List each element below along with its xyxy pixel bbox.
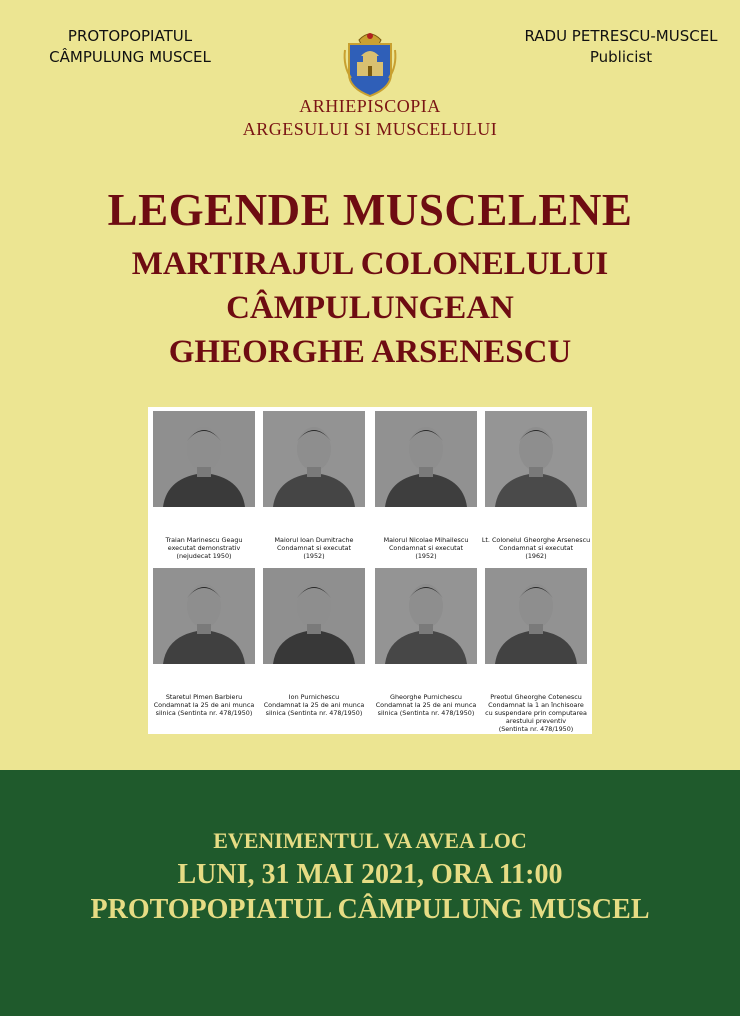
poster-title: LEGENDE MUSCELENE bbox=[107, 185, 633, 235]
archdiocese-name-line1: ARHIEPISCOPIA bbox=[299, 96, 441, 116]
poster-subtitle-line3: GHEORGHE ARSENESCU bbox=[168, 334, 572, 370]
portrait-caption bbox=[148, 536, 260, 560]
portrait-caption-line: Maiorul Nicolae Mihailescu bbox=[383, 536, 469, 544]
portrait-caption-line: Preotul Gheorghe Cotenescu bbox=[490, 693, 582, 701]
portrait-caption-line: Staretul Pimen Barbieru bbox=[165, 693, 243, 701]
portrait-caption-line: cu suspendare prin computarea bbox=[485, 709, 587, 717]
portrait-caption-line: Traian Marinescu Geagu bbox=[165, 536, 243, 544]
portrait-caption-line: Condamnat si executat bbox=[388, 544, 464, 552]
portrait-caption bbox=[480, 693, 592, 733]
portrait-caption-line: (1952) bbox=[415, 552, 437, 560]
portrait-caption-line: silnica (Sentinta nr. 478/1950) bbox=[377, 709, 475, 717]
poster-subtitle-line1: MARTIRAJUL COLONELULUI bbox=[131, 246, 609, 282]
portrait-caption bbox=[258, 693, 370, 717]
organizer-left-line1: PROTOPOPIATUL bbox=[67, 27, 193, 45]
portrait-caption-line: (Sentinta nr. 478/1950) bbox=[498, 725, 574, 733]
portrait-gallery bbox=[148, 407, 592, 734]
portrait-caption-line: Condamnat la 1 an închisoare bbox=[488, 701, 584, 709]
event-date-time: LUNI, 31 MAI 2021, ORA 11:00 bbox=[177, 859, 563, 890]
portrait-caption-line: Condamnat si executat bbox=[498, 544, 574, 552]
portrait-caption bbox=[148, 693, 260, 717]
portrait-caption-line: silnica (Sentinta nr. 478/1950) bbox=[155, 709, 253, 717]
portrait-caption bbox=[480, 536, 592, 560]
portrait-caption-line: silnica (Sentinta nr. 478/1950) bbox=[265, 709, 363, 717]
portrait-photo-icon bbox=[485, 411, 587, 507]
portrait-caption-line: Condamnat si executat bbox=[276, 544, 352, 552]
poster-subtitle-line2: CÂMPULUNGEAN bbox=[226, 290, 514, 326]
portrait-caption-line: (nejudecat 1950) bbox=[176, 552, 232, 560]
portrait-photo-icon bbox=[263, 411, 365, 507]
organizer-right-line1: RADU PETRESCU-MUSCEL bbox=[524, 27, 718, 45]
event-announcement: EVENIMENTUL VA AVEA LOC bbox=[213, 828, 527, 853]
event-location: PROTOPOPIATUL CÂMPULUNG MUSCEL bbox=[90, 894, 650, 925]
portrait-caption-line: Lt. Colonelul Gheorghe Arsenescu bbox=[481, 536, 591, 544]
portrait-photo-icon bbox=[485, 568, 587, 664]
portrait-caption-line: Condamnat la 25 de ani munca bbox=[263, 701, 365, 709]
organizer-left-line2: CÂMPULUNG MUSCEL bbox=[49, 48, 211, 66]
portrait-photo-icon bbox=[375, 568, 477, 664]
organizer-right bbox=[496, 26, 740, 68]
portrait-photo-icon bbox=[263, 568, 365, 664]
archdiocese-crest-icon bbox=[339, 26, 401, 98]
portrait-caption-line: (1962) bbox=[525, 552, 547, 560]
portrait-photo-icon bbox=[153, 411, 255, 507]
organizer-right-line2: Publicist bbox=[589, 48, 653, 66]
portrait-caption-line: Maiorul Ioan Dumitrache bbox=[274, 536, 354, 544]
portrait-caption-line: (1952) bbox=[303, 552, 325, 560]
archdiocese-name-line2: ARGESULUI SI MUSCELULUI bbox=[242, 119, 498, 139]
portrait-photo-icon bbox=[375, 411, 477, 507]
poster-event-section bbox=[0, 770, 740, 1016]
portrait-caption-line: arestului preventiv bbox=[505, 717, 567, 725]
portrait-caption-line: Condamnat la 25 de ani munca bbox=[375, 701, 477, 709]
portrait-caption bbox=[258, 536, 370, 560]
portrait-photo-icon bbox=[153, 568, 255, 664]
organizer-left bbox=[5, 26, 255, 68]
portrait-caption-line: Condamnat la 25 de ani munca bbox=[153, 701, 255, 709]
portrait-caption-line: Ion Purnichescu bbox=[288, 693, 340, 701]
portrait-caption-line: Gheorghe Purnichescu bbox=[390, 693, 462, 701]
portrait-caption bbox=[370, 693, 482, 717]
portrait-caption-line: executat demonstrativ bbox=[167, 544, 241, 552]
portrait-caption bbox=[370, 536, 482, 560]
